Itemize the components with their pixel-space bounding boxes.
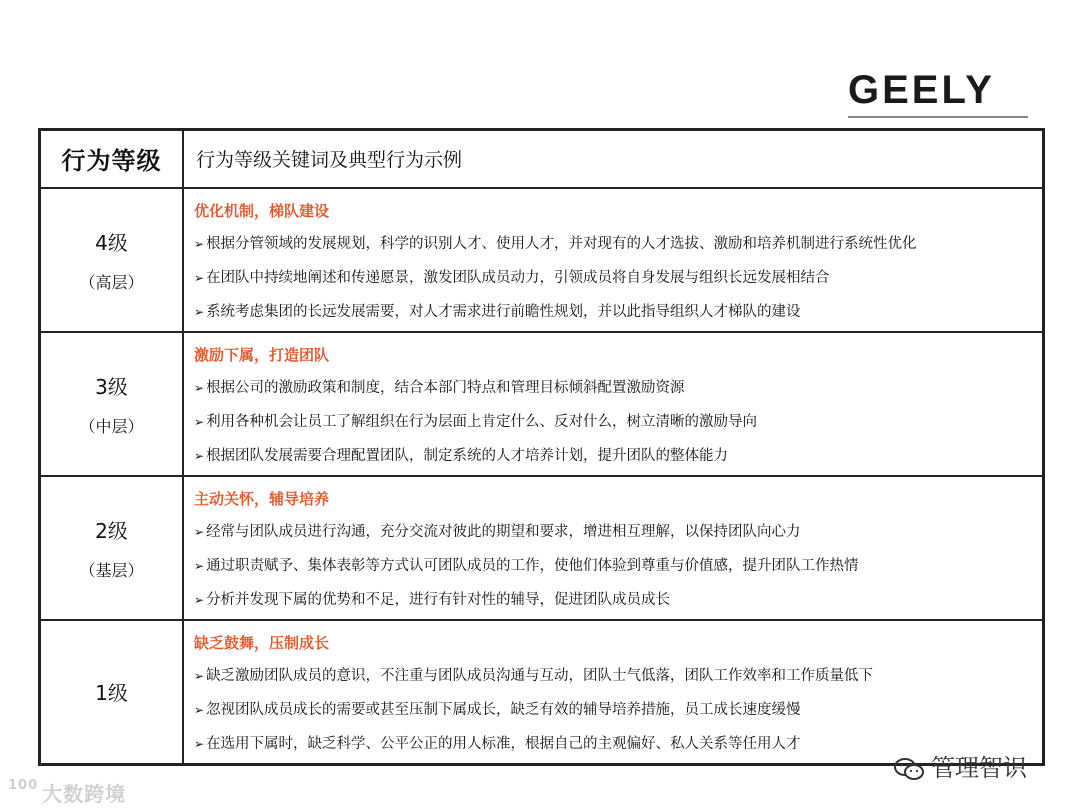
arrow-bullet-icon: ➢: [194, 448, 205, 463]
behavior-bullet: [194, 229, 1042, 263]
level-name: 2级: [95, 518, 128, 543]
behavior-bullet: [194, 441, 1042, 475]
behavior-level-table: [38, 128, 1045, 766]
bullet-text: 根据分管领域的发展规划，科学的识别人才、使用人才，并对现有的人才选拔、激励和培养机制进行系统性优化: [206, 235, 917, 252]
wechat-icon: [893, 756, 925, 782]
level-keyword: 缺乏鼓舞，压制成长: [194, 633, 330, 652]
header-level-cell: 行为等级: [40, 130, 184, 188]
behavior-bullet: [194, 373, 1042, 407]
level-keyword: 优化机制，梯队建设: [194, 201, 330, 220]
table-row: [40, 188, 1044, 332]
bullet-text: 缺乏激励团队成员的意识，不注重与团队成员沟通与互动，团队士气低落，团队工作效率和工作质量低下: [206, 667, 874, 684]
arrow-bullet-icon: ➢: [194, 558, 205, 573]
description-cell: [183, 476, 1044, 620]
level-cell: [40, 332, 184, 476]
bullet-text: 根据团队发展需要合理配置团队，制定系统的人才培养计划，提升团队的整体能力: [206, 447, 729, 464]
arrow-bullet-icon: ➢: [194, 668, 205, 683]
header-description-cell: 行为等级关键词及典型行为示例: [183, 130, 1044, 188]
arrow-bullet-icon: ➢: [194, 270, 205, 285]
level-name: 3级: [95, 374, 128, 399]
behavior-bullet: [194, 661, 1042, 695]
description-cell: [183, 188, 1044, 332]
table-row: [40, 476, 1044, 620]
behavior-bullet: [194, 297, 1042, 331]
watermark-mark: 100: [8, 778, 39, 793]
level-keyword: 激励下属，打造团队: [194, 345, 330, 364]
level-subtitle: （中层）: [79, 416, 144, 436]
bullet-text: 通过职责赋予、集体表彰等方式认可团队成员的工作，使他们体验到尊重与价值感，提升团队工作热情: [206, 557, 859, 574]
level-cell: [40, 476, 184, 620]
bullet-text: 经常与团队成员进行沟通，充分交流对彼此的期望和要求，增进相互理解，以保持团队向心力: [206, 523, 801, 540]
bullet-text: 在选用下属时，缺乏科学、公平公正的用人标准，根据自己的主观偏好、私人关系等任用人才: [206, 735, 801, 752]
behavior-bullet: [194, 263, 1042, 297]
bullet-text: 利用各种机会让员工了解组织在行为层面上肯定什么、反对什么，树立清晰的激励导向: [206, 413, 758, 430]
behavior-bullet: [194, 517, 1042, 551]
level-subtitle: （基层）: [79, 560, 144, 580]
watermark-text: 大数跨境: [42, 782, 127, 806]
arrow-bullet-icon: ➢: [194, 524, 205, 539]
arrow-bullet-icon: ➢: [194, 736, 205, 751]
arrow-bullet-icon: ➢: [194, 304, 205, 319]
level-cell: [40, 620, 184, 765]
arrow-bullet-icon: ➢: [194, 236, 205, 251]
logo-divider: [848, 116, 1028, 118]
arrow-bullet-icon: ➢: [194, 702, 205, 717]
level-name: 1级: [95, 681, 128, 705]
bullet-text: 在团队中持续地阐述和传递愿景，激发团队成员动力，引领成员将自身发展与组织长远发展相结合: [206, 269, 830, 286]
arrow-bullet-icon: ➢: [194, 592, 205, 607]
geely-logo: GEELY: [848, 68, 995, 112]
table-row: [40, 620, 1044, 765]
table-row: [40, 332, 1044, 476]
bullet-text: 系统考虑集团的长远发展需要，对人才需求进行前瞻性规划，并以此指导组织人才梯队的建设: [206, 303, 801, 320]
level-keyword: 主动关怀，辅导培养: [194, 489, 330, 508]
behavior-bullet: [194, 551, 1042, 585]
watermark-text: 管理智识: [931, 754, 1027, 782]
behavior-bullet: [194, 407, 1042, 441]
level-cell: [40, 188, 184, 332]
dashujujing-watermark: [8, 778, 126, 807]
behavior-bullet: [194, 585, 1042, 619]
bullet-text: 分析并发现下属的优势和不足，进行有针对性的辅导，促进团队成员成长: [206, 591, 671, 608]
arrow-bullet-icon: ➢: [194, 414, 205, 429]
arrow-bullet-icon: ➢: [194, 380, 205, 395]
description-cell: [183, 332, 1044, 476]
bullet-text: 忽视团队成员成长的需要或甚至压制下属成长，缺乏有效的辅导培养措施，员工成长速度缓慢: [206, 701, 801, 718]
behavior-bullet: [194, 695, 1042, 729]
level-subtitle: （高层）: [79, 272, 144, 292]
description-cell: [183, 620, 1044, 765]
guanli-zhishi-watermark: [893, 748, 1027, 783]
table-header-row: [40, 130, 1044, 188]
level-name: 4级: [95, 230, 128, 255]
bullet-text: 根据公司的激励政策和制度，结合本部门特点和管理目标倾斜配置激励资源: [206, 379, 685, 396]
